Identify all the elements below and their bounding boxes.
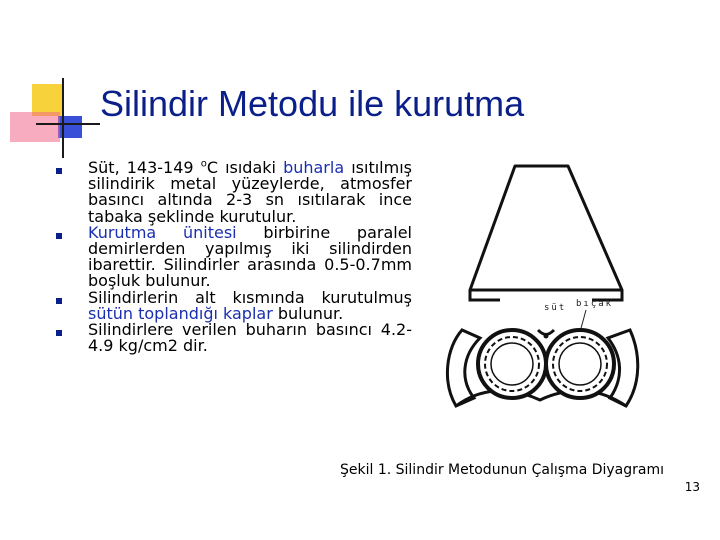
corner-decoration [0, 0, 100, 170]
label-blade: bıçak [576, 299, 614, 309]
page-number: 13 [684, 480, 700, 494]
bullet-list [56, 160, 412, 354]
bullet-text: Silindirlerin alt kısmında kurutulmuş sütün toplandığı kaplar bulunur. [88, 287, 412, 323]
bullet-item [56, 322, 412, 354]
bullet-text: Süt, 143-149 $^o$C ısıdaki buharla ısıtılmış silindirik metal yüzeylerde, atmosfer basıncı altında 2-3 sn ısıtılarak ince tabaka şeklinde kurutulur. [88, 158, 412, 226]
drum-gap-marker [544, 334, 549, 339]
left-drum [478, 330, 546, 398]
deco-pink-square [10, 112, 60, 142]
dryer-hood [470, 166, 622, 290]
bullet-square-icon [56, 168, 62, 174]
bullet-text: Silindirlere verilen buharın basıncı 4.2-4.9 kg/cm2 dir. [88, 320, 412, 356]
bullet-square-icon [56, 298, 62, 304]
drum-dryer-diagram [440, 160, 640, 420]
bullet-item [56, 160, 412, 225]
bullet-square-icon [56, 330, 62, 336]
bullet-item [56, 222, 412, 291]
bullet-text: Kurutma ünitesi birbirine paralel demirlerden yapılmış iki silindirden ibarettir. Silindirler arasında 0.5-0.7mm boşluk bulunur. [88, 222, 412, 291]
figure-caption: Şekil 1. Silindir Metodunun Çalışma Diyagramı [340, 462, 665, 478]
slide-title: Silindir Metodu ile kurutma [100, 83, 525, 124]
label-milk: süt [544, 303, 567, 313]
deco-yellow-square [32, 84, 64, 116]
deco-blue-square [58, 116, 82, 138]
bullet-item [56, 287, 412, 323]
right-drum [546, 330, 614, 398]
bullet-square-icon [56, 233, 62, 239]
